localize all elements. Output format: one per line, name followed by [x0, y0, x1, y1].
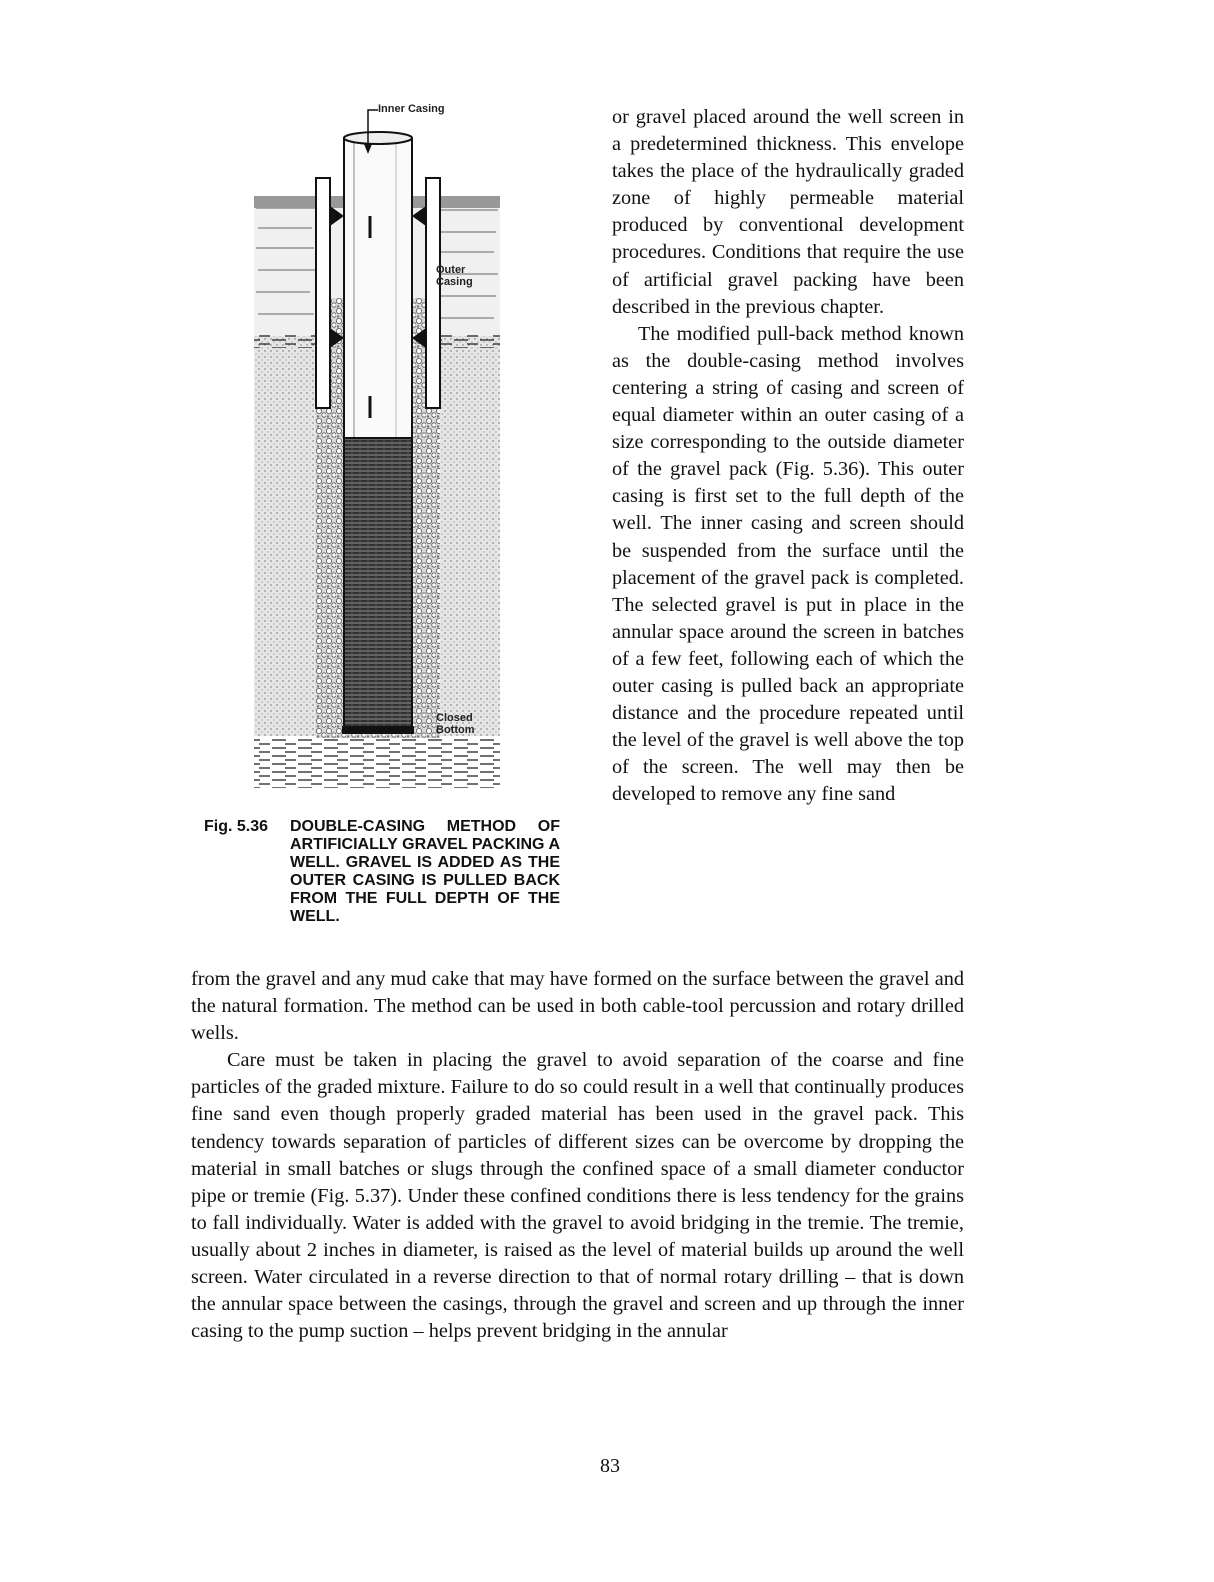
- full-width-text: [191, 966, 964, 1345]
- page-number: 83: [600, 1455, 620, 1477]
- double-casing-diagram: [246, 98, 506, 798]
- closed-bottom-plate: [342, 726, 414, 734]
- well-screen: [344, 438, 412, 728]
- outer-casing-label-line1: Outer: [436, 264, 466, 276]
- closed-bottom-label-line1: Closed: [436, 712, 473, 724]
- inner-casing-label: Inner Casing: [378, 103, 445, 115]
- paragraph-2-continued: from the gravel and any mud cake that may have formed on the surface between the gravel and the natural formation. The method can be used in both cable-tool percussion and rotary drilled wells.: [191, 968, 964, 1045]
- paragraph-2: The modified pull-back method known as the double-casing method involves centering a string of casing and screen of equal diameter within an outer casing of a size corresponding to the outside diameter of the gravel pack (Fig. 5.36). This outer casing is first set to the full depth of the well. The inner casing and screen should be suspended from the surface until the placement of the gravel pack is completed. The selected gravel is put in place in the annular space around the screen in batches of a few feet, following each of which the outer casing is pulled back an appropriate distance and the procedure repeated until the level of the gravel is well above the top of the screen. The well may then be developed to remove any fine sand: [612, 322, 964, 806]
- right-column-text: [612, 104, 964, 808]
- outer-casing-left-wall: [316, 178, 330, 408]
- outer-casing-right-wall: [426, 178, 440, 408]
- bottom-formation: [254, 738, 500, 788]
- well-diagram-figure: [246, 98, 506, 798]
- figure-number: Fig. 5.36: [204, 818, 269, 835]
- caption-text: DOUBLE-CASING METHOD OF ARTIFICIALLY GRAVEL PACKING A WELL. GRAVEL IS ADDED AS THE OUTER CASING IS PULLED BACK FROM THE FULL DEPTH OF THE WELL.: [290, 818, 560, 925]
- outer-casing-label-line2: Casing: [436, 276, 473, 288]
- paragraph-1: or gravel placed around the well screen in a predetermined thickness. This envelope takes the place of the hydraulically graded zone of highly permeable material produced by conventional development procedures. Conditions that require the use of artificial gravel packing have been described in the previous chapter.: [612, 106, 964, 318]
- paragraph-3: Care must be taken in placing the gravel to avoid separation of the coarse and fine particles of the graded mixture. Failure to do so could result in a well that continually produces fine sand even though properly graded material has been used in the gravel pack. This tendency towards separation of particles of different sizes can be overcome by dropping the material in small batches or slugs through the confined space of a small diameter conductor pipe or tremie (Fig. 5.37). Under these confined conditions there is less tendency for the grains to fall individually. Water is added with the gravel to avoid bridging in the tremie. The tremie, usually about 2 inches in diameter, is raised as the level of material builds up around the well screen. Water circulated in a reverse direction to that of normal rotary drilling – that is down the annular space between the casings, through the gravel and screen and up through the inner casing to the pump suction – helps prevent bridging in the annular: [191, 1049, 964, 1343]
- closed-bottom-label-line2: Bottom: [436, 724, 475, 736]
